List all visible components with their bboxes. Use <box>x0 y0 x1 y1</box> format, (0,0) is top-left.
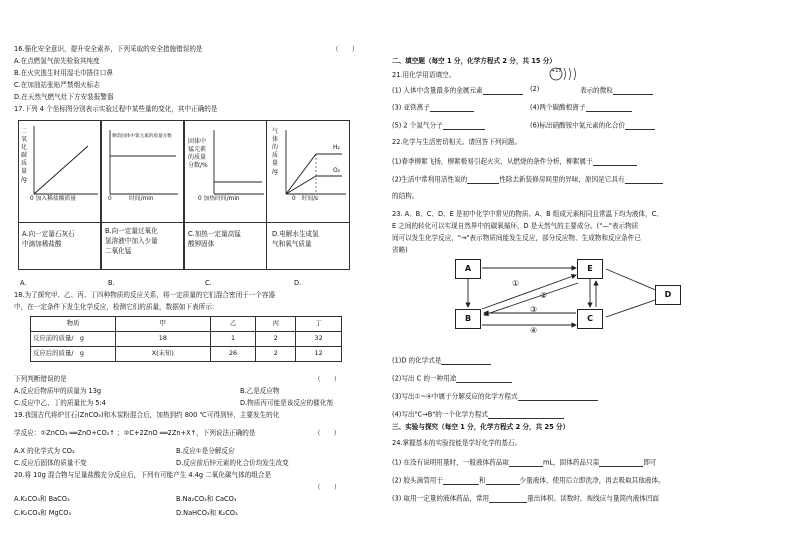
q23-item-3: (3)写出①~④中属于分解反应的化学方程式 <box>392 392 598 401</box>
q19-option-c: C.反应后固体的质量不变 <box>14 459 87 467</box>
table-cell: X(未知) <box>116 347 211 362</box>
answer-blank[interactable] <box>483 86 523 95</box>
table-header-cell: 乙 <box>210 317 256 332</box>
arrow-label-4: ④ <box>530 326 538 335</box>
answer-blank[interactable] <box>441 356 491 365</box>
answer-blank[interactable] <box>625 175 663 184</box>
q17-letter-c: C. <box>205 279 212 287</box>
q23-relationship-diagram <box>450 255 690 343</box>
table-cell: 2 <box>256 332 296 347</box>
answer-blank[interactable] <box>467 175 499 184</box>
node-e: E <box>577 259 603 279</box>
arrow-label-2: ② <box>540 291 548 300</box>
q19-stem-1: 19.我国古代将炉甘石(ZnCO₃)和木炭粉混合后，加热到约 800 ℃可得到锌，主要发生的化 <box>14 411 280 419</box>
graph-a-plot <box>30 124 100 202</box>
q23-line-4: 省略) <box>392 246 408 254</box>
table-cell: 反应前的质量/ g <box>31 332 116 347</box>
q21-item-2-label: (2) <box>530 85 540 93</box>
graph-a-caption: A.向一定量石灰石 中滴加稀盐酸 <box>22 230 75 248</box>
q20-stem: 20.将 10g 混合物与足量盐酸充分反应后，下列有可能产生 4.4g 二氧化碳气体的组合是 <box>14 471 272 479</box>
q24-stem: 24.掌握基本的实验技能是学好化学的基石。 <box>392 439 522 447</box>
graph-b-caption: B.向一定量过氧化 氢溶液中加入少量 二氧化锰 <box>105 227 158 255</box>
answer-blank[interactable] <box>443 476 479 485</box>
q20-option-d: D.NaHCO₃和 K₂CO₃ <box>176 509 238 517</box>
q21-item-3: (3) 亚铁离子 <box>392 103 474 112</box>
q16-option-d: D.在天然气燃气灶下方安装报警器 <box>14 93 114 101</box>
graph-d-o2-label: O₂ <box>333 167 341 174</box>
q23-item-4: (4)写出"C→B"的一个化学方程式 <box>392 410 564 419</box>
q18-option-d: D.物质丙可能是该反应的催化剂 <box>240 399 333 407</box>
table-cell: 1 <box>210 332 256 347</box>
arrow-label-1: ① <box>512 279 520 288</box>
q21-item-5: (5) 2 个氮气分子 <box>392 121 485 130</box>
table-header-row <box>31 317 342 332</box>
table-header-cell: 丙 <box>256 317 296 332</box>
answer-blank[interactable] <box>518 392 598 401</box>
answer-blank[interactable] <box>443 121 485 130</box>
answer-blank[interactable] <box>488 410 564 419</box>
table-row <box>31 332 342 347</box>
q19-option-d: D.反应前后锌元素的化合价均发生改变 <box>176 459 289 467</box>
graph-c-ylabel: 固体中 锰元素 的质量 分数/% <box>188 138 208 169</box>
table-cell: 2 <box>256 347 296 362</box>
graph-c-plot <box>210 124 266 202</box>
table-cell: 26 <box>210 347 256 362</box>
answer-blank[interactable] <box>593 157 637 166</box>
q19-paren: （ ） <box>314 429 341 437</box>
q18-option-a: A.反应后物质甲的质量为 13g <box>14 387 102 395</box>
q21-item-6: (6)标出硝酸铵中氮元素的化合价 <box>530 121 655 130</box>
q16-paren: （ ） <box>332 45 359 53</box>
answer-blank[interactable] <box>599 458 643 467</box>
q21-stem: 21.用化学用语填空。 <box>392 71 456 79</box>
q23-line-2: E 之间的转化可以实现自然界中的碳氧循环，D 是天然气的主要成分。("—"表示物质 <box>392 222 639 230</box>
q22-item-2: (2)生活中常利用活性炭的 性除去新装修房间里的异味，原因是它具有 <box>392 175 663 184</box>
q23-item-1: (1)D 的化学式是 <box>392 356 491 365</box>
table-header-cell: 丁 <box>296 317 342 332</box>
arrow-label-3: ③ <box>530 305 538 314</box>
node-b: B <box>455 309 481 329</box>
answer-blank[interactable] <box>586 103 632 112</box>
graph-a-xlabel: 0 加入稀盐酸质量 <box>30 196 77 202</box>
q22-stem: 22.化学与生活密切相关。请回答下列问题。 <box>392 138 522 146</box>
answer-blank[interactable] <box>430 103 474 112</box>
table-cell: 18 <box>116 332 211 347</box>
q18-paren: （ ） <box>314 375 341 383</box>
answer-blank[interactable] <box>486 476 520 485</box>
q20-option-b: B.Na₂CO₃和 CaCO₃ <box>176 495 237 503</box>
section-2-heading: 二、填空题（每空 1 分，化学方程式 2 分，共 15 分） <box>392 57 556 65</box>
atom-nucleus-label: +17 <box>551 68 562 74</box>
table-row <box>31 347 342 362</box>
graph-c-xlabel: 0 加热时间/min <box>198 196 240 202</box>
q19-stem-2: 学反应：①ZnCO₃ ══ZnO+CO₂↑ ；②C+2ZnO ══2Zn+X↑，下列说法正确的是 <box>14 429 256 437</box>
q22-item-2-cont: 的结构。 <box>392 192 419 200</box>
table-header-cell: 甲 <box>116 317 211 332</box>
q18-option-c: C.反应中乙、丁的质量比为 5:4 <box>14 399 106 407</box>
q23-line-3: 间可以发生化学反应，"→"表示物质间能发生反应，部分反应物、生成物和反应条件已 <box>392 234 641 242</box>
node-a: A <box>455 259 481 279</box>
graph-b-ylabel: 剩余固体中氯元素的质量分数 <box>112 134 172 139</box>
q16-option-c: C.在加油站张贴严禁烟火标志 <box>14 81 100 89</box>
answer-blank[interactable] <box>456 374 512 383</box>
q21-item-1: (1) 人体中含量最多的金属元素 <box>392 86 523 95</box>
q18-option-b: B.乙是反应物 <box>240 387 280 395</box>
q16-option-b: B.在火灾逃生时用湿毛巾捂住口鼻 <box>14 69 113 77</box>
graph-d-ylabel: 气 体 的 质 量 /g <box>272 128 279 175</box>
answer-blank[interactable] <box>625 121 655 130</box>
graph-d-plot <box>280 124 350 202</box>
graph-d-xlabel: 0 时间/s <box>292 196 319 202</box>
q17-letter-b: B. <box>108 279 115 287</box>
q20-option-a: A.K₂CO₃和 BaCO₃ <box>14 495 70 503</box>
q17-letter-d: D. <box>294 279 302 287</box>
table-cell: 反应后的质量/ g <box>31 347 116 362</box>
q16-option-a: A.在点燃氢气前先检验其纯度 <box>14 57 100 65</box>
q18-stem-2: 中，在一定条件下发生化学反应，检测它们的质量，数据如下表所示： <box>14 303 219 311</box>
node-d: D <box>655 285 681 305</box>
q20-paren: （ ） <box>314 483 341 491</box>
q21-item-4: (4)两个碳酸根离子 <box>530 103 632 112</box>
q24-item-1: (1) 在没有说明用量时，一般液体药品取 mL，固体药品只需 即可 <box>392 458 657 467</box>
q21-item-2: 表示的微粒 <box>580 86 653 95</box>
q19-option-a: A.X 的化学式为 CO₂ <box>14 447 75 455</box>
table-cell: 32 <box>296 332 342 347</box>
q20-option-c: C.K₂CO₃和 MgCO₃ <box>14 509 72 517</box>
table-header-cell: 物质 <box>31 317 116 332</box>
q22-item-1: (1)春季柳絮飞扬，柳絮极易引起火灾，从燃烧的条件分析，柳絮属于 <box>392 157 637 166</box>
table-cell: 12 <box>296 347 342 362</box>
q24-item-2: (2) 胶头滴管用于 和 少量液体，使用后立即洗净，再去吸取其他液体。 <box>392 476 665 485</box>
node-c: C <box>577 309 603 329</box>
graph-d-caption: D.电解水生成氢 气和氧气质量 <box>272 230 319 248</box>
q16-stem: 16.强化安全意识，提升安全素养，下列采取的安全措施错误的是 <box>14 45 203 53</box>
q24-item-3: (3) 取用一定量的液体药品，常用 量出体积。读数时，视线应与量筒内液体凹面 <box>392 494 660 503</box>
q23-line-1: 23. A、B、C、D、E 是初中化学中常见的物质。A、B 组成元素相同且常温下均为液体，C、 <box>392 210 663 218</box>
q17-letter-a: A. <box>20 279 27 287</box>
graph-b-xlabel: 0 时间/min <box>108 196 154 202</box>
q17-stem: 17.下列 4 个坐标图分别表示实验过程中某些量的变化，其中正确的是 <box>14 105 218 113</box>
answer-blank[interactable] <box>613 86 653 95</box>
answer-blank[interactable] <box>509 458 543 467</box>
section-3-heading: 三、实验与探究（每空 1 分，化学方程式 2 分，共 25 分） <box>392 423 570 431</box>
q18-question: 下列判断错误的是 <box>14 375 67 383</box>
graph-d-h2-label: H₂ <box>333 144 340 151</box>
answer-blank[interactable] <box>489 494 527 503</box>
q18-table <box>30 316 342 362</box>
q23-item-2: (2)写出 C 的一种用途 <box>392 374 512 383</box>
graph-b-plot <box>104 124 182 202</box>
q18-stem-1: 18.为了探究甲、乙、丙、丁四种物质的反应关系，将一定质量的它们混合密闭于一个容器 <box>14 291 276 299</box>
q19-option-b: B.反应①是分解反应 <box>176 447 235 455</box>
graph-c-caption: C.加热一定量高锰 酸钾固体 <box>188 230 241 248</box>
graph-a-ylabel: 二 氧 化 碳 质 量 /g <box>21 128 28 183</box>
